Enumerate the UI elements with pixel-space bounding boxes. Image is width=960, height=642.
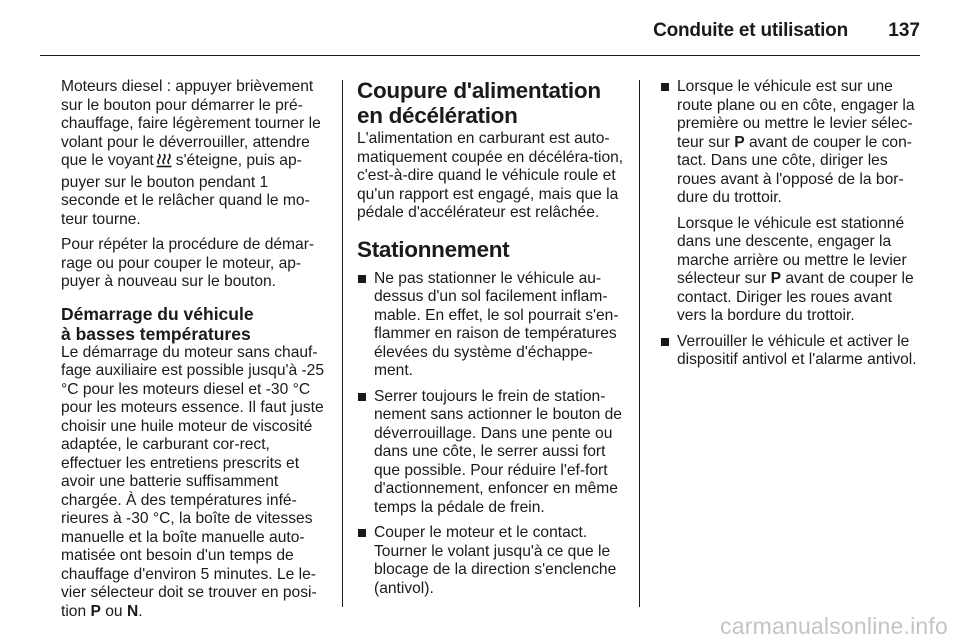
column-3 [660, 78, 922, 377]
header-divider [40, 55, 920, 56]
list-item: Verrouiller le véhicule et activer le dispositif antivol et l'alarme antivol. [660, 333, 922, 370]
list-item: Ne pas stationner le véhicule au-dessus d'un sol facilement inflam-mable. En effet, le sol pourrait s'en-flammer en raison de températures élevées du système d'échappe-ment. [357, 270, 627, 381]
list-item: Couper le moteur et le contact. Tourner le volant jusqu'à ce que le blocage de la direction s'enclenche (antivol). [357, 524, 627, 598]
paragraph-diesel-start: Moteurs diesel : appuyer brièvement sur le bouton pour démarrer le pré-chauffage, faire légèrement tourner le volant pour le déverrouiller, attendre que le voyant s'éteigne, puis ap-puyer sur le bouton pendant 1 seconde et le relâcher quand le mo-teur tourne. [61, 78, 321, 228]
watermark: carmanualsonline.info [720, 613, 948, 639]
heading-parking: Stationnement [357, 236, 510, 262]
parking-list-continued [660, 78, 922, 370]
bullet-square-icon [661, 83, 669, 91]
bullet-square-icon [661, 338, 669, 346]
list-item: Serrer toujours le frein de station-nement sans actionner le bouton de déverrouillage. Dans une pente ou dans une côte, le serrer aussi fort que possible. Pour réduire l'ef-fort d'actionnement, enfoncer en même temps la pédale de frein. [357, 388, 627, 518]
bullet-square-icon [358, 393, 366, 401]
paragraph-repeat: Pour répéter la procédure de démar-rage ou pour couper le moteur, ap-puyer à nouveau sur le bouton. [61, 236, 315, 290]
heading-fuel-cutoff: Coupure d'alimentation en décélération [357, 78, 601, 128]
paragraph-fuel-cutoff: L'alimentation en carburant est auto-matiquement coupée en décéléra-tion, c'est-à-dire quand le véhicule roule et qu'un rapport est engagé, mais que la pédale d'accélérateur est relâchée. [357, 130, 624, 221]
parking-list [357, 270, 627, 599]
list-item [660, 78, 922, 326]
column-divider-2 [639, 80, 640, 607]
page-number: 137 [888, 20, 920, 41]
bullet-square-icon [358, 529, 366, 537]
bullet-square-icon [358, 275, 366, 283]
paragraph-slope-downhill: Lorsque le véhicule est stationné dans une descente, engager la marche arrière ou mettre le levier sélecteur sur P avant de couper le contact. Diriger les roues avant vers la bordure du trottoir. [677, 214, 914, 324]
heading-cold-start: Démarrage du véhicule à basses températures [61, 303, 254, 344]
header-title: Conduite et utilisation [653, 20, 848, 41]
paragraph-cold-start: Le démarrage du moteur sans chauf-fage auxiliaire est possible jusqu'à -25 °C pour les moteurs diesel et -30 °C pour les moteurs essence. Il faut juste choisir une huile moteur de viscosité adaptée, le carburant cor-rect, effectuer les entretiens prescrits et avoir une batterie suffisamment chargée. À des températures infé-rieures à -30 °C, la boîte de vitesses manuelle et la boîte manuelle auto-matisée ont besoin d'un temps de chauffage d'environ 5 minutes. Le le-vier sélecteur doit se trouver en posi-tion P ou N. [61, 343, 325, 620]
column-divider-1 [342, 80, 343, 607]
page-header [0, 0, 960, 62]
column-2 [357, 78, 627, 605]
column-1 [61, 78, 327, 628]
paragraph-slope-uphill: Lorsque le véhicule est sur une route plane ou en côte, engager la première ou mettre le levier sélec-teur sur P avant de couper le con-tact. Dans une côte, diriger les roues avant à l'opposé de la bor-dure du trottoir. [677, 78, 915, 206]
glow-plug-icon [156, 153, 172, 174]
